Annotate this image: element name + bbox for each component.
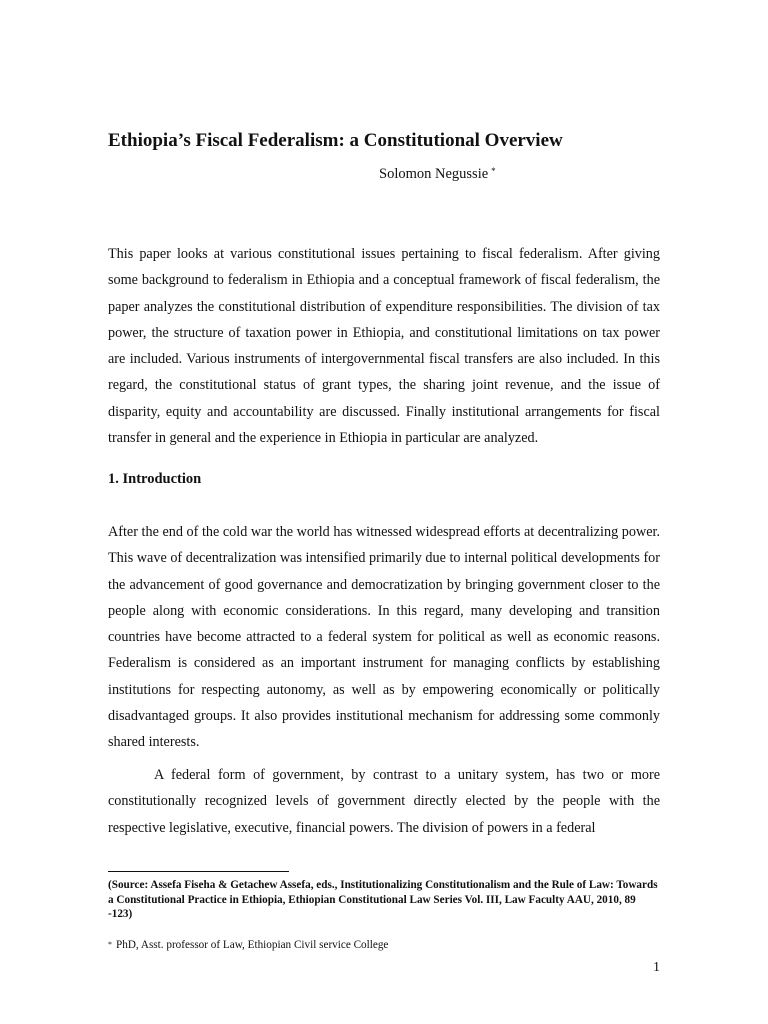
intro-paragraph-1: After the end of the cold war the world has witnessed widespread efforts at decentralizing power. This wave of decentralization was intensified primarily due to internal political developments for the advancement of good governance and democratization by bringing government closer to the people along with economic considerations. In this regard, many developing and transition countries have become attracted to a federal system for political as well as economic reasons. Federalism is considered as an important instrument for managing conflicts by establishing institutions for respecting autonomy, as well as by empowering economically or politically disadvantaged groups. It also provides institutional mechanism for addressing some commonly shared interests.	[108, 524, 660, 751]
footnote-text: PhD, Asst. professor of Law, Ethiopian Civil service College	[116, 939, 389, 951]
footnote-divider	[108, 871, 289, 872]
section-heading: 1. Introduction	[108, 471, 202, 487]
source-note: (Source: Assefa Fiseha & Getachew Assefa, eds., Institutionalizing Constitutionalism and the Rule of Law: Towards a Constitutional Practice in Ethiopia, Ethiopian Constitutional Law Series Vol. III, Law Faculty AAU, 2010, 89 -123)	[108, 879, 658, 920]
paper-title: Ethiopia’s Fiscal Federalism: a Constitutional Overview	[108, 130, 563, 151]
intro-paragraph-2: A federal form of government, by contrast to a unitary system, has two or more constitutionally recognized levels of government directly elected by the people with the respective legislative, executive, financial powers. The division of powers in a federal	[108, 767, 660, 836]
author-name: Solomon Negussie	[379, 166, 489, 182]
abstract-paragraph: This paper looks at various constitutional issues pertaining to fiscal federalism. After giving some background to federalism in Ethiopia and a conceptual framework of fiscal federalism, the paper analyzes the constitutional distribution of expenditure responsibilities. The division of tax power, the structure of taxation power in Ethiopia, and constitutional limitations on tax power are included. Various instruments of intergovernmental fiscal transfers are also included. In this regard, the constitutional status of grant types, the sharing joint revenue, and the issue of disparity, equity and accountability are discussed. Finally institutional arrangements for fiscal transfer in general and the experience in Ethiopia in particular are analyzed.	[108, 246, 660, 447]
footnote-mark: *	[108, 940, 112, 949]
author-footnote	[108, 937, 388, 953]
page-number: 1	[653, 960, 660, 975]
author-footnote-mark: *	[491, 166, 496, 176]
author-line	[379, 164, 496, 184]
